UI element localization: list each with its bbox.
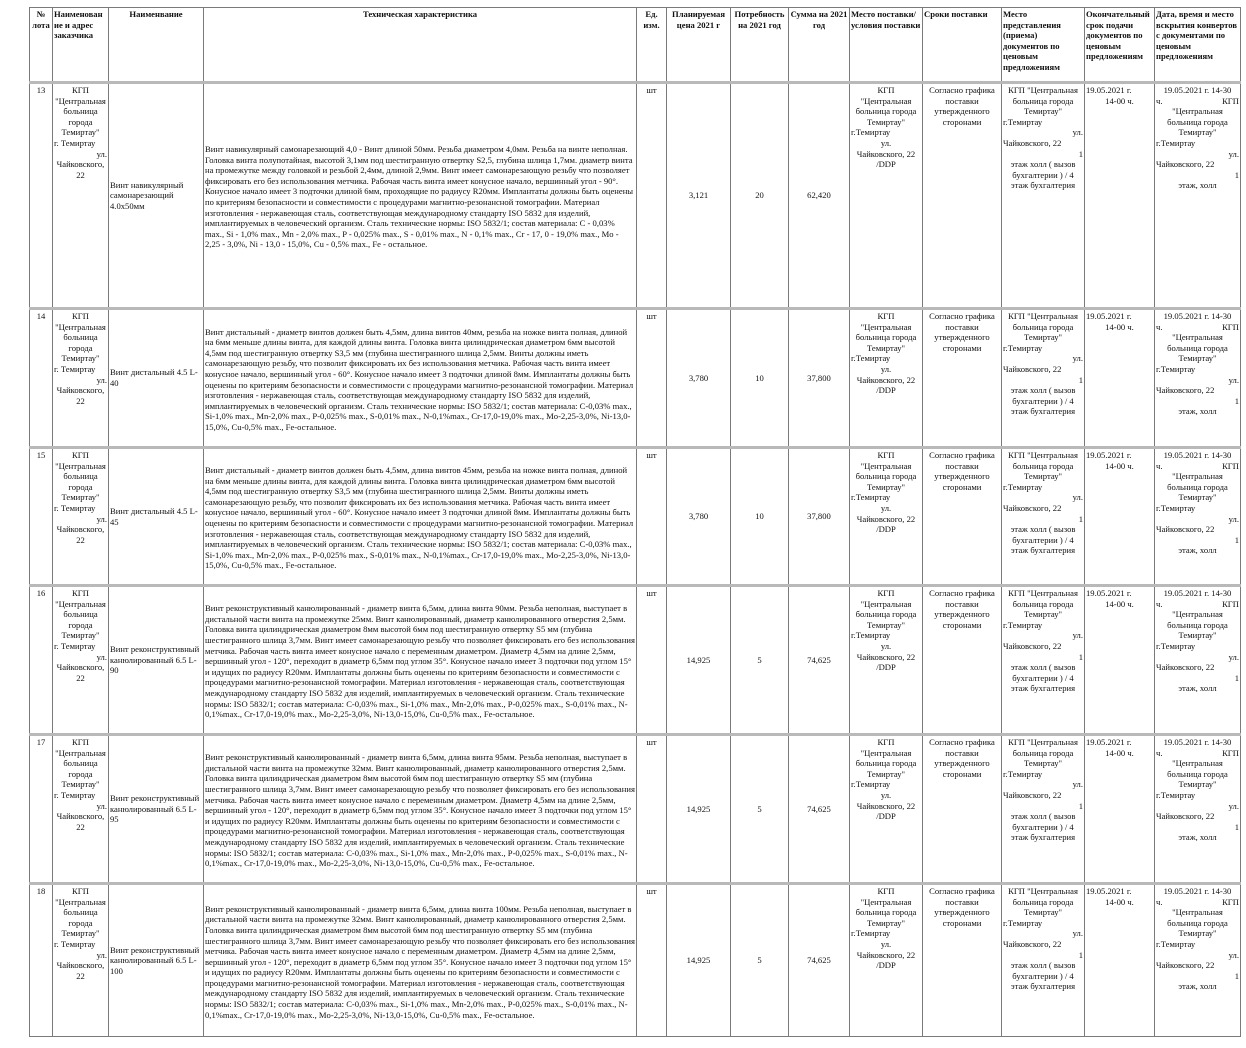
tech-spec: Винт реконструктивный канюлированный - диаметр винта 6,5мм, длина винта 100мм. Резьба неполная, выступает в дистальной части винта на промежутке 32мм. Винт канюлированный, диаметр канюлированного отверстия 2,5мм. Головка винта цилиндрическая диаметром 8мм высотой 6мм под шестигранную отвертку S5 мм (глубина шестигранного шлица 3,7мм. Винт имеет самонарезающую резьбу что позволяет фиксировать его без использования метчика. Рабочая часть винта имеет конусное начало с переменным диаметром. Диаметр 4,5мм на длине 2,5мм, вершинный угол - 120°, переходит в диаметр 6,5мм под углом 35°. Конусное начало имеет 3 подточки под углом 15° и идущих по радиусу R20мм. Имплантаты должны быть оценены по критериям безопасности и совместимости с процедурами магнитно-резонансной томографии. Материал изготовления - нержавеющая сталь, соответствующая международному стандарту ISO 5832 для изделий, имплантируемых в человеческий организм. Сталь технические нормы: ISO 5832/1; состав материала: С-0,03% max., Si-1,0% max., Mn-2,0% max., P-0,025% max., S-0,01% max., N-0,1%max., Cr-17,0-19,0% max., Mo-2,25-3,0%, Ni-13,0-15,0%, Cu-0,5% max., Fe-остальное. xyxy=(204,884,637,1037)
submit-line: Чайковского, 22 xyxy=(1003,363,1062,374)
planned-price: 3,121 xyxy=(667,83,731,309)
unit: шт xyxy=(637,83,667,309)
submit-line: ул. xyxy=(1072,779,1083,790)
customer-line: Чайковского, 22 xyxy=(56,524,105,545)
submit-line: КГП "Центральная больница города Темиртау" xyxy=(1008,886,1078,918)
opening-line: г.Темиртау xyxy=(1156,938,1196,949)
customer-line: Чайковского, 22 xyxy=(56,662,105,683)
opening xyxy=(1155,735,1241,884)
place-line: Чайковского, 22 xyxy=(856,800,916,811)
customer-line: "Центральная больница города Темиртау" xyxy=(55,598,106,641)
need-quantity: 10 xyxy=(731,448,789,586)
opening-line: Чайковского, 22 xyxy=(1156,662,1215,673)
item-name: Винт реконструктивный канюлированный 6.5 L-95 xyxy=(109,735,204,884)
opening xyxy=(1155,83,1241,309)
customer-line: КГП xyxy=(72,737,89,747)
deadline-date: 19.05.2021 г. xyxy=(1086,886,1132,896)
header-lot-no: № лота xyxy=(30,8,53,83)
sum: 62,420 xyxy=(789,83,850,309)
submit-line: ул. xyxy=(1072,630,1083,641)
customer-cell xyxy=(53,586,109,735)
sum: 74,625 xyxy=(789,884,850,1037)
opening-line: г.Темиртау xyxy=(1156,640,1196,651)
deadline xyxy=(1085,448,1155,586)
planned-price: 3,780 xyxy=(667,309,731,448)
lot-number: 15 xyxy=(30,448,53,586)
deadline xyxy=(1085,309,1155,448)
opening-line: ул. xyxy=(1228,800,1239,811)
customer-cell xyxy=(53,83,109,309)
opening xyxy=(1155,309,1241,448)
customer-line: Чайковского, 22 xyxy=(56,811,105,832)
opening-hour-suffix: ч. xyxy=(1156,95,1163,106)
tech-spec: Винт навикулярный самонарезающий 4,0 - Винт длиной 50мм. Резьба диаметром 4,0мм. Резьба на винте неполная. Головка винта полупотайная, высотой 3,1мм под шестигранную отвертку S2,5, глубина шлица 1,7мм. диаметр винта на промежутке между головкой и резьбой 2,4мм, длиной 2,9мм. Винт имеет самонарезающую резьбу что позволяет фиксировать его без использования метчика. Рабочая часть винта имеет конусное начало, вершинный угол - 90°. Конусное начало имеет 3 подточки длиной 6мм, проходящие по радиусу R20мм. Имплантаты должны быть оценены по критериям безопасности и совместимости с процедурами магнитно-резонансной томографии. Материал изготовления - нержавеющая сталь, соответствующая международному стандарту ISO 5832 для изделий, имплантируемых в человеческий организм. Сталь технические нормы: ISO 5832/1; состав материала: С - 0,03% max., Si - 1,0% max., Mn - 2,0% max., P - 0,025% max., S - 0,01% max., N - 0,1% max., Cr - 17, 0 - 19,0% max., Mo - 2,25 - 3,0%, Ni - 13,0 - 15,0%, Cu - 0,5% max., Fe - остальное. xyxy=(204,83,637,309)
customer-line: "Центральная больница города Темиртау" xyxy=(55,747,106,790)
opening-line: "Центральная больница города Темиртау" xyxy=(1167,907,1228,939)
submit-line: этаж холл ( вызов бухгалтерии ) / 4 этаж бухгалтерия xyxy=(1010,524,1076,556)
unit: шт xyxy=(637,448,667,586)
opening-hour-suffix: ч. xyxy=(1156,598,1163,609)
opening-line: 19.05.2021 г. 14-30 xyxy=(1163,886,1232,896)
customer-line: Чайковского, 22 xyxy=(56,385,105,406)
opening-line: ул. xyxy=(1228,949,1239,960)
need-quantity: 10 xyxy=(731,309,789,448)
opening-org-prefix: КГП xyxy=(1222,896,1239,907)
customer-cell xyxy=(53,884,109,1037)
submit-line: Чайковского, 22 xyxy=(1003,137,1062,148)
opening-line: Чайковского, 22 xyxy=(1156,159,1215,170)
opening-line: 1 xyxy=(1234,169,1239,180)
submit-line: этаж холл ( вызов бухгалтерии ) / 4 этаж бухгалтерия xyxy=(1010,159,1076,191)
deadline-date: 19.05.2021 г. xyxy=(1086,311,1132,321)
opening-line: 19.05.2021 г. 14-30 xyxy=(1163,311,1232,321)
unit: шт xyxy=(637,884,667,1037)
submit-line: КГП "Центральная больница города Темиртау" xyxy=(1008,588,1078,620)
header-price: Планируемая цена 2021 г xyxy=(667,8,731,83)
submit-line: КГП "Центральная больница города Темиртау" xyxy=(1008,85,1078,117)
need-quantity: 5 xyxy=(731,735,789,884)
deadline-date: 19.05.2021 г. xyxy=(1086,85,1132,95)
submit-line: Чайковского, 22 xyxy=(1003,640,1062,651)
opening-line: г.Темиртау xyxy=(1156,789,1196,800)
place-line: "Центральная больница города Темиртау" xyxy=(855,321,917,353)
opening-line: ул. xyxy=(1228,513,1239,524)
sum: 74,625 xyxy=(789,735,850,884)
unit: шт xyxy=(637,309,667,448)
place-line: /DDP xyxy=(876,524,896,535)
opening-line: 19.05.2021 г. 14-30 xyxy=(1163,85,1232,95)
customer-line: ул. xyxy=(96,651,107,662)
submit-line: 1 xyxy=(1078,651,1083,662)
tech-spec: Винт дистальный - диаметр винтов должен быть 4,5мм, длина винтов 45мм, резьба на ножке винта полная, длиной на 6мм меньше длины винта, для каждой длины винта. Головка винта цилиндрическая диаметром 6мм высотой 4,5мм под шестигранную отвертку S3,5 мм (глубина шестигранного шлица 2,5мм. Винты должны иметь самонарезающую резьбу, что позволит фиксировать их без использования метчика. Рабочая часть винта имеет конусное начало, вершинный угол - 60°. Конусное начало имеет 3 подточки длиной 8мм. Имплантаты должны быть оценены по критериям безопасности и совместимости с процедурами магнитно-резонансной томографии. Материал изготовления - нержавеющая сталь, соответствующая международному стандарту ISO 5832 для изделий, имплантируемых в человеческий организм. Сталь технические нормы: ISO 5832/1; состав материала: С-0,03% max., Si-1,0% max., Mn-2,0% max., P-0,025% max., S-0,01% max., N-0,1%max., Cr-17,0-19,0% max., Mo-2,25-3,0%, Ni-13,0-15,0%, Cu-0,5% max., Fe-остальное. xyxy=(204,448,637,586)
submit-line: КГП "Центральная больница города Темиртау" xyxy=(1008,311,1078,343)
submit-line: ул. xyxy=(1072,353,1083,364)
opening-line: 19.05.2021 г. 14-30 xyxy=(1163,450,1232,460)
opening-line: этаж, холл xyxy=(1178,981,1217,992)
opening-line: Чайковского, 22 xyxy=(1156,524,1215,535)
opening-hour-suffix: ч. xyxy=(1156,460,1163,471)
customer-line: г. Темиртау xyxy=(54,363,96,374)
tech-spec: Винт реконструктивный канюлированный - диаметр винта 6,5мм, длина винта 90мм. Резьба неполная, выступает в дистальной части винта на промежутке 25мм. Винт канюлированный, диаметр канюлированного отверстия 2,5мм. Головка винта цилиндрическая диаметром 8мм высотой 6мм под шестигранную отвертку S5 мм (глубина шестигранного шлица 3,7мм. Винт имеет самонарезающую резьбу что позволяет фиксировать его без использования метчика. Рабочая часть винта имеет конусное начало с переменным диаметром. Диаметр 4,5мм на длине 2,5мм, вершинный угол - 120°, переходит в диаметр 6,5мм под углом 35°. Конусное начало имеет 3 подточки под углом 15° и идущих по радиусу R20мм. Имплантаты должны быть оценены по критериям безопасности и совместимости с процедурами магнитно-резонансной томографии. Материал изготовления - нержавеющая сталь, соответствующая международному стандарту ISO 5832 для изделий, имплантируемых в человеческий организм. Сталь технические нормы: ISO 5832/1; состав материала: С-0,03% max., Si-1,0% max., Mn-2,0% max., P-0,025% max., S-0,01% max., N-0,1%max., Cr-17,0-19,0% max., Mo-2,25-3,0%, Ni-13,0-15,0%, Cu-0,5% max., Fe-остальное. xyxy=(204,586,637,735)
planned-price: 14,925 xyxy=(667,586,731,735)
opening-line xyxy=(1156,96,1239,107)
customer-line: КГП xyxy=(72,886,89,896)
opening-line xyxy=(1156,748,1239,759)
opening-org-prefix: КГП xyxy=(1222,321,1239,332)
place-line: КГП xyxy=(877,886,895,896)
deadline-time: 14-00 ч. xyxy=(1105,896,1134,907)
submit-line: Чайковского, 22 xyxy=(1003,938,1062,949)
submit-line: ул. xyxy=(1072,492,1083,503)
delivery-place xyxy=(850,735,923,884)
submit-place xyxy=(1002,83,1085,309)
header-sum: Сумма на 2021 год xyxy=(789,8,850,83)
lot-number: 14 xyxy=(30,309,53,448)
opening xyxy=(1155,448,1241,586)
submit-line: 1 xyxy=(1078,374,1083,385)
place-line: г.Темиртау xyxy=(851,353,891,364)
delivery-terms: Согласно графика поставки утвержденного сторонами xyxy=(923,309,1002,448)
submit-place xyxy=(1002,309,1085,448)
opening-line: Чайковского, 22 xyxy=(1156,960,1215,971)
place-line: г.Темиртау xyxy=(851,127,891,138)
opening-line xyxy=(1156,599,1239,610)
customer-line: г. Темиртау xyxy=(54,137,96,148)
customer-line: г. Темиртау xyxy=(54,502,96,513)
submit-line: КГП "Центральная больница города Темиртау" xyxy=(1008,450,1078,482)
delivery-terms: Согласно графика поставки утвержденного сторонами xyxy=(923,83,1002,309)
place-line: г.Темиртау xyxy=(851,928,891,939)
customer-line: ул. xyxy=(96,148,107,159)
place-line: КГП xyxy=(877,737,895,747)
place-line: "Центральная больница города Темиртау" xyxy=(855,598,917,630)
table-row xyxy=(30,735,1241,884)
header-name: Наименвание xyxy=(109,8,204,83)
delivery-place xyxy=(850,309,923,448)
customer-line: ул. xyxy=(96,800,107,811)
customer-line: ул. xyxy=(96,374,107,385)
submit-line: Чайковского, 22 xyxy=(1003,789,1062,800)
submit-line: Чайковского, 22 xyxy=(1003,502,1062,513)
opening-line: "Центральная больница города Темиртау" xyxy=(1167,609,1228,641)
opening-line: ул. xyxy=(1228,148,1239,159)
customer-line: КГП xyxy=(72,311,89,321)
submit-line: этаж холл ( вызов бухгалтерии ) / 4 этаж бухгалтерия xyxy=(1010,960,1076,992)
tech-spec: Винт реконструктивный канюлированный - диаметр винта 6,5мм, длина винта 95мм. Резьба неполная, выступает в дистальной части винта на промежутке 32мм. Винт канюлированный, диаметр канюлированного отверстия 2,5мм. Головка винта цилиндрическая диаметром 8мм высотой 6мм под шестигранную отвертку S5 мм (глубина шестигранного шлица 3,7мм. Винт имеет самонарезающую резьбу что позволяет фиксировать его без использования метчика. Рабочая часть винта имеет конусное начало с переменным диаметром. Диаметр 4,5мм на длине 2,5мм, вершинный угол - 120°, переходит в диаметр 6,5мм под углом 35°. Конусное начало имеет 3 подточки под углом 15° и идущих по радиусу R20мм. Имплантаты должны быть оценены по критериям безопасности и совместимости с процедурами магнитно-резонансной томографии. Материал изготовления - нержавеющая сталь, соответствующая международному стандарту ISO 5832 для изделий, имплантируемых в человеческий организм. Сталь технические нормы: ISO 5832/1; состав материала: С-0,03% max., Si-1,0% max., Mn-2,0% max., P-0,025% max., S-0,01% max., N-0,1%max., Cr-17,0-19,0% max., Mo-2,25-3,0%, Ni-13,0-15,0%, Cu-0,5% max., Fe-остальное. xyxy=(204,735,637,884)
submit-line: 1 xyxy=(1078,513,1083,524)
table-row xyxy=(30,448,1241,586)
place-line: КГП xyxy=(877,85,895,95)
place-line: ул. xyxy=(880,640,892,651)
deadline-date: 19.05.2021 г. xyxy=(1086,450,1132,460)
table-row xyxy=(30,884,1241,1037)
opening-line: ул. xyxy=(1228,651,1239,662)
opening-line: 1 xyxy=(1234,821,1239,832)
delivery-place xyxy=(850,83,923,309)
opening-line: этаж, холл xyxy=(1178,545,1217,556)
place-line: /DDP xyxy=(876,385,896,396)
submit-place xyxy=(1002,735,1085,884)
place-line: Чайковского, 22 xyxy=(856,374,916,385)
need-quantity: 5 xyxy=(731,586,789,735)
table-row xyxy=(30,586,1241,735)
delivery-terms: Согласно графика поставки утвержденного сторонами xyxy=(923,586,1002,735)
sum: 74,625 xyxy=(789,586,850,735)
place-line: КГП xyxy=(877,588,895,598)
item-name: Винт дистальный 4.5 L-40 xyxy=(109,309,204,448)
opening-line xyxy=(1156,897,1239,908)
submit-line: 1 xyxy=(1078,148,1083,159)
customer-cell xyxy=(53,309,109,448)
submit-line: г.Темиртау xyxy=(1003,116,1043,127)
opening-line: "Центральная больница города Темиртау" xyxy=(1167,758,1228,790)
place-line: /DDP xyxy=(876,811,896,822)
lot-number: 17 xyxy=(30,735,53,884)
place-line: "Центральная больница города Темиртау" xyxy=(855,460,917,492)
opening-line: "Центральная больница города Темиртау" xyxy=(1167,106,1228,138)
place-line: Чайковского, 22 xyxy=(856,513,916,524)
deadline-time: 14-00 ч. xyxy=(1105,460,1134,471)
header-customer: Наименование и адрес заказчика xyxy=(53,8,109,83)
place-line: /DDP xyxy=(876,960,896,971)
deadline-time: 14-00 ч. xyxy=(1105,95,1134,106)
header-terms: Сроки поставки xyxy=(923,8,1002,83)
place-line: Чайковского, 22 xyxy=(856,651,916,662)
opening-line: "Центральная больница города Темиртау" xyxy=(1167,471,1228,503)
opening-line: этаж, холл xyxy=(1178,180,1217,191)
submit-line: ул. xyxy=(1072,928,1083,939)
customer-line: "Центральная больница города Темиртау" xyxy=(55,95,106,138)
deadline-date: 19.05.2021 г. xyxy=(1086,588,1132,598)
opening-line: г.Темиртау xyxy=(1156,363,1196,374)
submit-line: г.Темиртау xyxy=(1003,342,1043,353)
opening-org-prefix: КГП xyxy=(1222,747,1239,758)
place-line: ул. xyxy=(880,502,892,513)
customer-line: ул. xyxy=(96,513,107,524)
place-line: ул. xyxy=(880,137,892,148)
place-line: Чайковского, 22 xyxy=(856,148,916,159)
planned-price: 14,925 xyxy=(667,884,731,1037)
opening-line: 1 xyxy=(1234,395,1239,406)
opening-org-prefix: КГП xyxy=(1222,598,1239,609)
opening-line: ул. xyxy=(1228,374,1239,385)
place-line: "Центральная больница города Темиртау" xyxy=(855,747,917,779)
opening-line: 19.05.2021 г. 14-30 xyxy=(1163,737,1232,747)
place-line: г.Темиртау xyxy=(851,630,891,641)
submit-line: 1 xyxy=(1078,800,1083,811)
opening-line: этаж, холл xyxy=(1178,406,1217,417)
header-tech: Техническая характеристика xyxy=(204,8,637,83)
place-line: /DDP xyxy=(876,159,896,170)
deadline-time: 14-00 ч. xyxy=(1105,598,1134,609)
place-line: "Центральная больница города Темиртау" xyxy=(855,95,917,127)
header-unit: Ед. изм. xyxy=(637,8,667,83)
place-line: г.Темиртау xyxy=(851,779,891,790)
opening-hour-suffix: ч. xyxy=(1156,747,1163,758)
place-line: ул. xyxy=(880,938,892,949)
place-line: г.Темиртау xyxy=(851,492,891,503)
planned-price: 14,925 xyxy=(667,735,731,884)
place-line: /DDP xyxy=(876,662,896,673)
tech-spec: Винт дистальный - диаметр винтов должен быть 4,5мм, длина винтов 40мм, резьба на ножке винта полная, длиной на 6мм меньше длины винта, для каждой длины винта. Головка винта цилиндрическая диаметром 6мм высотой 4,5мм под шестигранную отвертку S3,5 мм (глубина шестигранного шлица 2,5мм. Винты должны иметь самонарезающую резьбу, что позволит фиксировать их без использования метчика. Рабочая часть винта имеет конусное начало, вершинный угол - 60°. Конусное начало имеет 3 подточки длиной 8мм. Имплантаты должны быть оценены по критериям безопасности и совместимости с процедурами магнитно-резонансной томографии. Материал изготовления - нержавеющая сталь, соответствующая международному стандарту ISO 5832 для изделий, имплантируемых в человеческий организм. Сталь технические нормы: ISO 5832/1; состав материала: С-0,03% max., Si-1,0% max., Mn-2,0% max., P-0,025% max., S-0,01% max., N-0,1%max., Cr-17,0-19,0% max., Mo-2,25-3,0%, Ni-13,0-15,0%, Cu-0,5% max., Fe-остальное. xyxy=(204,309,637,448)
header-place: Место поставки/условия поставки xyxy=(850,8,923,83)
place-line: КГП xyxy=(877,311,895,321)
deadline xyxy=(1085,83,1155,309)
opening-line xyxy=(1156,461,1239,472)
place-line: КГП xyxy=(877,450,895,460)
customer-line: г. Темиртау xyxy=(54,640,96,651)
customer-line: ул. xyxy=(96,949,107,960)
customer-line: г. Темиртау xyxy=(54,938,96,949)
header-need: Потребность на 2021 год xyxy=(731,8,789,83)
header-deadline: Окончательный срок подачи документов по ценовым предложениям xyxy=(1085,8,1155,83)
deadline xyxy=(1085,586,1155,735)
submit-line: г.Темиртау xyxy=(1003,768,1043,779)
planned-price: 3,780 xyxy=(667,448,731,586)
customer-line: "Центральная больница города Темиртау" xyxy=(55,321,106,364)
opening-line: этаж, холл xyxy=(1178,832,1217,843)
customer-line: г. Темиртау xyxy=(54,789,96,800)
item-name: Винт навикулярный самонарезающий 4.0х50мм xyxy=(109,83,204,309)
place-line: "Центральная больница города Темиртау" xyxy=(855,896,917,928)
submit-line: 1 xyxy=(1078,949,1083,960)
deadline-date: 19.05.2021 г. xyxy=(1086,737,1132,747)
delivery-terms: Согласно графика поставки утвержденного сторонами xyxy=(923,735,1002,884)
deadline xyxy=(1085,735,1155,884)
submit-line: ул. xyxy=(1072,127,1083,138)
submit-line: г.Темиртау xyxy=(1003,481,1043,492)
lot-number: 13 xyxy=(30,83,53,309)
submit-place xyxy=(1002,586,1085,735)
submit-line: КГП "Центральная больница города Темиртау" xyxy=(1008,737,1078,769)
submit-line: г.Темиртау xyxy=(1003,619,1043,630)
deadline-time: 14-00 ч. xyxy=(1105,321,1134,332)
opening-line: 1 xyxy=(1234,970,1239,981)
header-row xyxy=(30,8,1241,83)
deadline-time: 14-00 ч. xyxy=(1105,747,1134,758)
delivery-place xyxy=(850,586,923,735)
opening-line: Чайковского, 22 xyxy=(1156,811,1215,822)
sum: 37,800 xyxy=(789,448,850,586)
table-row xyxy=(30,83,1241,309)
opening-hour-suffix: ч. xyxy=(1156,896,1163,907)
customer-line: Чайковского, 22 xyxy=(56,159,105,180)
lot-number: 16 xyxy=(30,586,53,735)
opening-org-prefix: КГП xyxy=(1222,460,1239,471)
sum: 37,800 xyxy=(789,309,850,448)
customer-cell xyxy=(53,735,109,884)
opening xyxy=(1155,884,1241,1037)
place-line: ул. xyxy=(880,363,892,374)
table-row xyxy=(30,309,1241,448)
opening xyxy=(1155,586,1241,735)
header-opening: Дата, время и место вскрытия конвертов с документами по ценовым предложениям xyxy=(1155,8,1241,83)
opening-line: г.Темиртау xyxy=(1156,137,1196,148)
customer-cell xyxy=(53,448,109,586)
place-line: ул. xyxy=(880,789,892,800)
need-quantity: 20 xyxy=(731,83,789,309)
header-submit-place: Место представления (приема) документов по ценовым предложениям xyxy=(1002,8,1085,83)
customer-line: "Центральная больница города Темиртау" xyxy=(55,460,106,503)
submit-place xyxy=(1002,884,1085,1037)
lot-number: 18 xyxy=(30,884,53,1037)
customer-line: КГП xyxy=(72,450,89,460)
need-quantity: 5 xyxy=(731,884,789,1037)
opening-line: г.Темиртау xyxy=(1156,502,1196,513)
deadline xyxy=(1085,884,1155,1037)
submit-line: этаж холл ( вызов бухгалтерии ) / 4 этаж бухгалтерия xyxy=(1010,811,1076,843)
opening-line: 1 xyxy=(1234,672,1239,683)
opening-line: 1 xyxy=(1234,534,1239,545)
opening-hour-suffix: ч. xyxy=(1156,321,1163,332)
submit-line: этаж холл ( вызов бухгалтерии ) / 4 этаж бухгалтерия xyxy=(1010,385,1076,417)
delivery-terms: Согласно графика поставки утвержденного сторонами xyxy=(923,884,1002,1037)
customer-line: Чайковского, 22 xyxy=(56,960,105,981)
opening-org-prefix: КГП xyxy=(1222,95,1239,106)
delivery-place xyxy=(850,884,923,1037)
unit: шт xyxy=(637,586,667,735)
submit-place xyxy=(1002,448,1085,586)
opening-line xyxy=(1156,322,1239,333)
customer-line: КГП xyxy=(72,85,89,95)
opening-line: "Центральная больница города Темиртау" xyxy=(1167,332,1228,364)
opening-line: этаж, холл xyxy=(1178,683,1217,694)
delivery-terms: Согласно графика поставки утвержденного сторонами xyxy=(923,448,1002,586)
opening-line: Чайковского, 22 xyxy=(1156,385,1215,396)
item-name: Винт реконструктивный канюлированный 6.5 L-90 xyxy=(109,586,204,735)
procurement-table xyxy=(29,7,1241,1037)
submit-line: этаж холл ( вызов бухгалтерии ) / 4 этаж бухгалтерия xyxy=(1010,662,1076,694)
delivery-place xyxy=(850,448,923,586)
customer-line: "Центральная больница города Темиртау" xyxy=(55,896,106,939)
unit: шт xyxy=(637,735,667,884)
item-name: Винт дистальный 4.5 L-45 xyxy=(109,448,204,586)
opening-line: 19.05.2021 г. 14-30 xyxy=(1163,588,1232,598)
item-name: Винт реконструктивный канюлированный 6.5 L-100 xyxy=(109,884,204,1037)
place-line: Чайковского, 22 xyxy=(856,949,916,960)
customer-line: КГП xyxy=(72,588,89,598)
submit-line: г.Темиртау xyxy=(1003,917,1043,928)
